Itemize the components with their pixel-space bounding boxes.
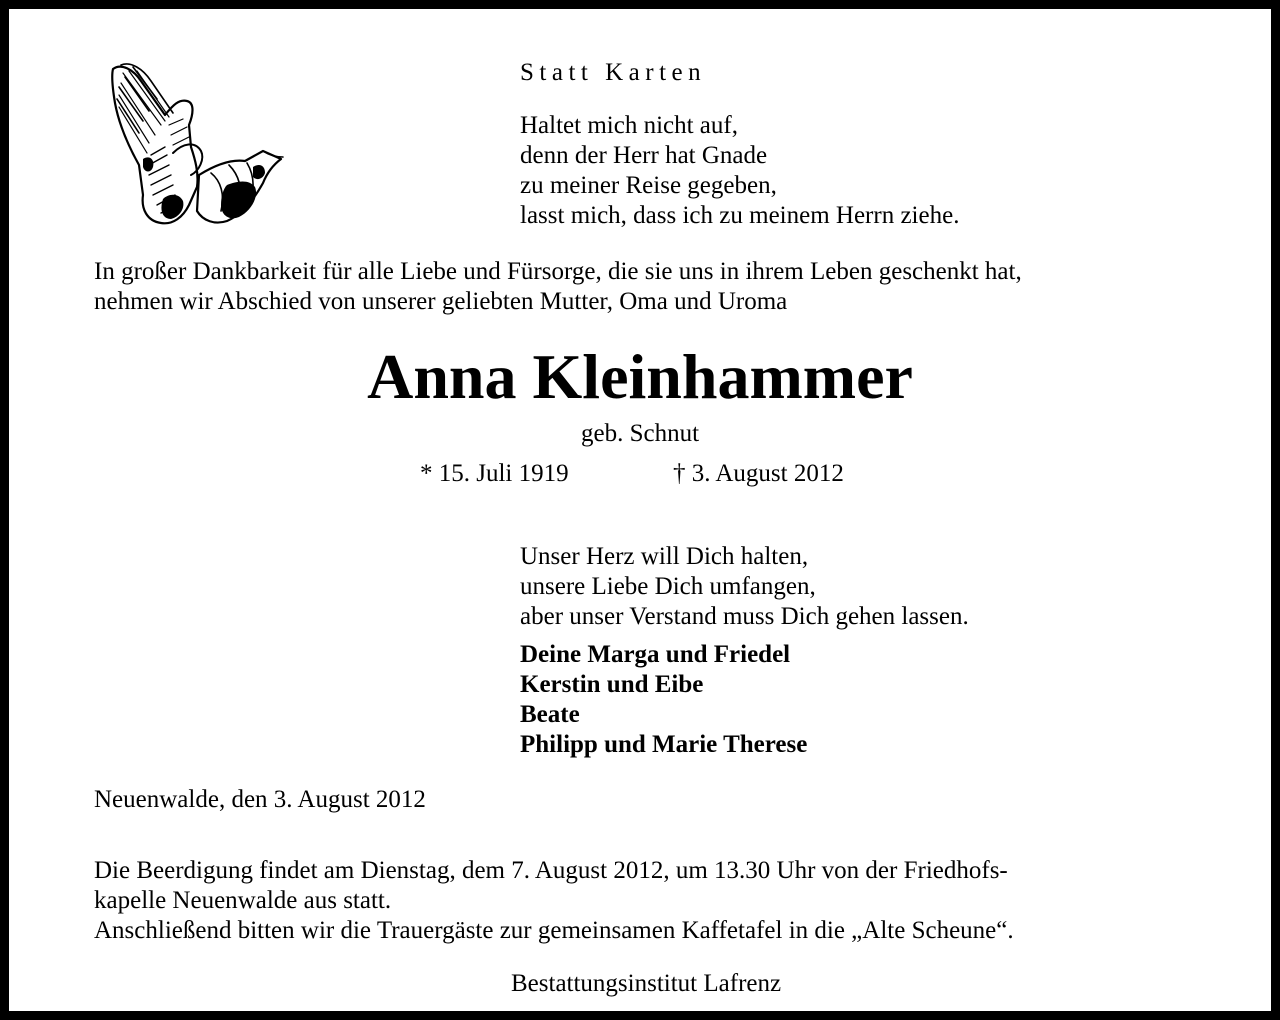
praying-hands-icon	[103, 55, 293, 235]
verse-line: denn der Herr hat Gnade	[520, 142, 768, 169]
opening-verse	[520, 111, 959, 231]
family-member: Kerstin und Eibe	[520, 671, 704, 698]
verse-line: zu meiner Reise gegeben,	[520, 172, 777, 199]
birth-name: geb. Schnut	[580, 420, 700, 447]
verse-line: Haltet mich nicht auf,	[520, 112, 738, 139]
statt-karten-heading: Statt Karten	[520, 59, 707, 86]
verse-line: unsere Liebe Dich umfangen,	[520, 573, 816, 600]
verse-line: lasst mich, dass ich zu meinem Herrn ziehe.	[520, 202, 960, 229]
intro-line: In großer Dankbarkeit für alle Liebe und Fürsorge, die sie uns in ihrem Leben geschenkt hat,	[94, 258, 1022, 285]
closing-verse	[520, 542, 969, 632]
undertaker: Bestattungsinstitut Lafrenz	[511, 970, 782, 997]
intro-line: nehmen wir Abschied von unserer geliebten Mutter, Oma und Uroma	[94, 288, 788, 315]
family-member: Deine Marga und Friedel	[520, 641, 791, 668]
birth-date: * 15. Juli 1919	[420, 460, 569, 487]
funeral-line: Anschließend bitten wir die Trauergäste zur gemeinsamen Kaffetafel in die „Alte Scheune“.	[94, 917, 1014, 944]
family-member: Beate	[520, 701, 580, 728]
funeral-line: Die Beerdigung findet am Dienstag, dem 7. August 2012, um 13.30 Uhr von der Friedhofs-	[94, 857, 1008, 884]
funeral-line: kapelle Neuenwalde aus statt.	[94, 887, 392, 914]
funeral-details	[94, 856, 1014, 946]
verse-line: Unser Herz will Dich halten,	[520, 543, 809, 570]
deceased-name: Anna Kleinhammer	[367, 341, 913, 412]
family-signatures	[520, 640, 807, 760]
family-member: Philipp und Marie Therese	[520, 731, 808, 758]
intro-paragraph	[94, 257, 1022, 317]
death-date: † 3. August 2012	[673, 460, 844, 487]
place-date: Neuenwalde, den 3. August 2012	[94, 786, 426, 813]
verse-line: aber unser Verstand muss Dich gehen lassen.	[520, 603, 969, 630]
